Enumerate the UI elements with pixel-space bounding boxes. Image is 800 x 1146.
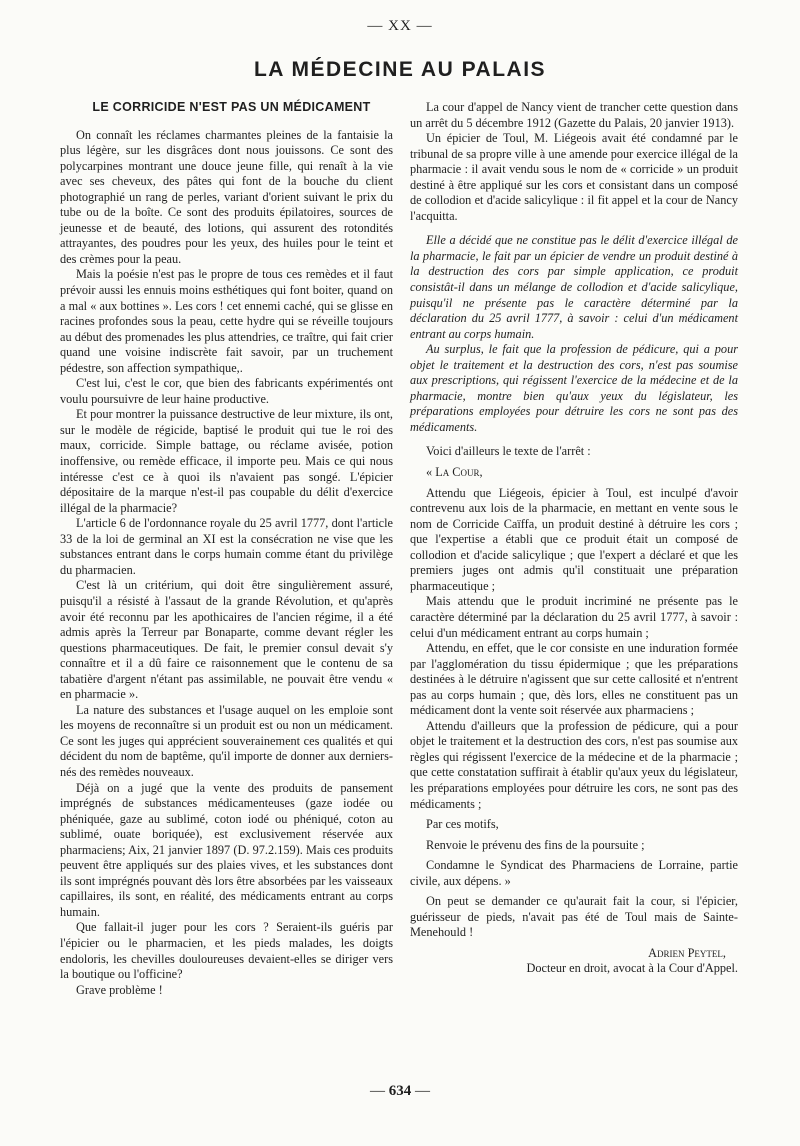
left-column: [60, 100, 393, 998]
paragraph: Attendu, en effet, que le cor consiste en une induration formée par l'agglomération du tissu épidermique ; que les préparations destinées à le détruire n'agissent que sur cette callosité et n'entrent pas au corps humain ; que, dès lors, elles ne constituent pas un médicament dont la vente soit réservée aux pharmaciens ;: [410, 641, 738, 718]
paragraph: Renvoie le prévenu des fins de la poursuite ;: [426, 837, 645, 852]
paragraph: Par ces motifs,: [426, 817, 499, 832]
right-column: [410, 100, 738, 977]
paragraph: L'article 6 de l'ordonnance royale du 25 avril 1777, dont l'article 33 de la loi de germinal an XI est la consécration ne vise que les substances entrant dans le corps humain comme étant du privilège du pharmacien.: [60, 516, 393, 577]
paragraph: Mais attendu que le produit incriminé ne présente pas le caractère déterminé par la déclaration du 25 avril 1777, à savoir : celui d'un médicament entrant au corps humain ;: [410, 594, 738, 640]
paragraph: Condamne le Syndicat des Pharmaciens de Lorraine, partie civile, aux dépens. »: [410, 858, 738, 888]
paragraph: Mais la poésie n'est pas le propre de tous ces remèdes et il faut prévoir aussi les ennuis moins esthétiques qui font boiter, quand on a mal « aux bottines ». Les cors ! cet ennemi caché, qui se glisse en racines profondes sous la peau, cette hydre qui se réveille toujours au début des promenades les plus attendries, ce traître, qui fait crier quand une voisine indiscrète fait savoir, par un truchement pédestre, son affection sympathique,.: [60, 267, 393, 375]
ruling-summary: [410, 233, 738, 435]
author-title: Docteur en droit, avocat à la Cour d'Appel.: [526, 961, 738, 976]
page-number-dash: —: [370, 1083, 385, 1099]
roman-page-number: — XX —: [367, 18, 433, 34]
paragraph: La cour d'appel de Nancy vient de trancher cette question dans un arrêt du 5 décembre 1912 (Gazette du Palais, 20 janvier 1913).: [410, 100, 738, 130]
page-number-value: 634: [388, 1083, 412, 1099]
paragraph: Grave problème !: [76, 982, 163, 997]
paragraph: C'est là un critérium, qui doit être singulièrement assuré, puisqu'il a résisté à l'assaut de la grande Révolution, et qu'après avoir été reconnu par les apothicaires de l'ancien régime, il a été admis après la Terreur par Bonaparte, comme devant régler les questions pharmaceutiques. De fait, le premier consul devait s'y connaître et il a dû faire ce raisonnement que le contenu de sa tabatière d'argent n'étant pas assimilable, ne pouvait être vendu « en pharmacie ».: [60, 578, 393, 702]
court-heading: « La Cour,: [426, 465, 483, 480]
page-number: [0, 1083, 800, 1100]
page-title: LA MÉDECINE AU PALAIS: [253, 58, 547, 81]
paragraph: Voici d'ailleurs le texte de l'arrêt :: [426, 444, 591, 459]
page-number-dash: —: [415, 1083, 430, 1099]
paragraph: Elle a décidé que ne constitue pas le délit d'exercice illégal de la pharmacie, le fait par un épicier de vendre un produit destiné à la destruction des cors par simple application, ce produit consistât-il dans un mélange de collodion et d'acide salicylique, puisqu'il ne présente pas le caractère déterminé par la déclaration du 25 avril 1777, à savoir : celui d'un médicament entrant au corps humain.: [410, 233, 738, 341]
paragraph: Déjà on a jugé que la vente des produits de pansement imprégnés de substances médicamenteuses (gaze iodée ou phéniquée, gaze au sublimé, coton iodé ou phéniqué, coton au sublimé, ouate boriquée), est exclusivement réservée aux pharmaciens; Aix, 21 janvier 1897 (D. 97.2.159). Mais ces produits peuvent être appliqués sur des plaies vives, et les substances dont ils sont imprégnés pouvant dès lors être absorbées par les vaisseaux capillaires, ils sont, en réalité, des médicaments entrant au corps humain.: [60, 780, 393, 919]
paragraph: Attendu d'ailleurs que la profession de pédicure, qui a pour objet le traitement et la destruction des cors, n'est pas soumise aux règles qui régissent l'exercice de la médecine et de la pharmacie ; que cette constatation suffirait à établir qu'aux yeux du législateur, les préparations employées pour détruire les cors, ne sont pas des médicaments ;: [410, 718, 738, 811]
paragraph: On connaît les réclames charmantes pleines de la fantaisie la plus légère, sur les disgrâces dont nous jouissons. Ce sont des polycarpines montrant une douce jeune fille, qui renaît à la vie avec ses cheveux, des pâtes qui font de la bouche du client photographié un rang de perles, variant d'orient suivant le prix du tube ou de la boîte. Ce sont des produits épilatoires, sources de jeunesse et de beauté, des lotions, qui assurent des rotondités attrayantes, des poudres pour les yeux, des huiles pour le teint et des crèmes pour la peau.: [60, 127, 393, 266]
paragraph: La nature des substances et l'usage auquel on les emploie sont les moyens de reconnaître si un produit est ou non un médicament. Ce sont les juges qui apprécient souverainement ces qualités et qui décident du nom de baptême, qu'il importe de donner aux derniers-nés des remèdes nouveaux.: [60, 702, 393, 779]
paragraph: Que fallait-il juger pour les cors ? Seraient-ils guéris par l'épicier ou le pharmacien, et les pieds malades, les doigts endoloris, les chevilles douloureuses devaient-elles se diriger vers la boutique ou l'officine?: [60, 920, 393, 982]
author-name: Adrien Peytel,: [648, 945, 726, 960]
paragraph: Au surplus, le fait que la profession de pédicure, qui a pour objet le traitement et la destruction des cors, n'est pas soumise aux prescriptions, qui régissent l'exercice de la médecine et de la pharmacie, montre bien qu'aux yeux du législateur, les préparations employées pour détruire les cors ne sont pas des médicaments.: [410, 342, 738, 434]
paragraph: On peut se demander ce qu'aurait fait la cour, si l'épicier, guérisseur de pieds, n'avait pas été de Toul mais de Sainte-Menehould !: [410, 894, 738, 940]
paragraph: Et pour montrer la puissance destructive de leur mixture, ils ont, sur le modèle de régicide, baptisé le produit qui tue le roi des maux, corricide. Simple battage, ou réclame avisée, potion inoffensive, ou remède efficace, il importe peu. Mais ce qui nous intéresse c'est ce à quoi ils n'avaient pas songé. L'épicier dépositaire de la marque n'est-il pas coupable du délit d'exercice illégal de la pharmacie?: [60, 407, 393, 515]
article-heading: LE CORRICIDE N'EST PAS UN MÉDICAMENT: [92, 100, 371, 114]
paragraph: Attendu que Liégeois, épicier à Toul, est inculpé d'avoir contrevenu aux lois de la pharmacie, en mettant en vente sous le nom de Corricide Caïffa, un produit destiné à détruire les cors ; que l'expertise a établi que ce produit était un composé de collodion et d'acide salicylique ; que l'expert a déclaré et que les premiers juges ont admis qu'il constituait une préparation pharmaceutique ;: [410, 485, 738, 593]
paragraph: C'est lui, c'est le cor, que bien des fabricants expérimentés ont voulu poursuivre de leur haine productive.: [60, 376, 393, 406]
paragraph: Un épicier de Toul, M. Liégeois avait été condamné par le tribunal de sa propre ville à une amende pour exercice illégal de la pharmacie : il avait vendu sous le nom de « corricide » un produit destiné à être appliqué sur les cors et consistant dans un composé de collodion et d'acide salicylique : il fit appel et la cour de Nancy l'acquitta.: [410, 131, 738, 223]
